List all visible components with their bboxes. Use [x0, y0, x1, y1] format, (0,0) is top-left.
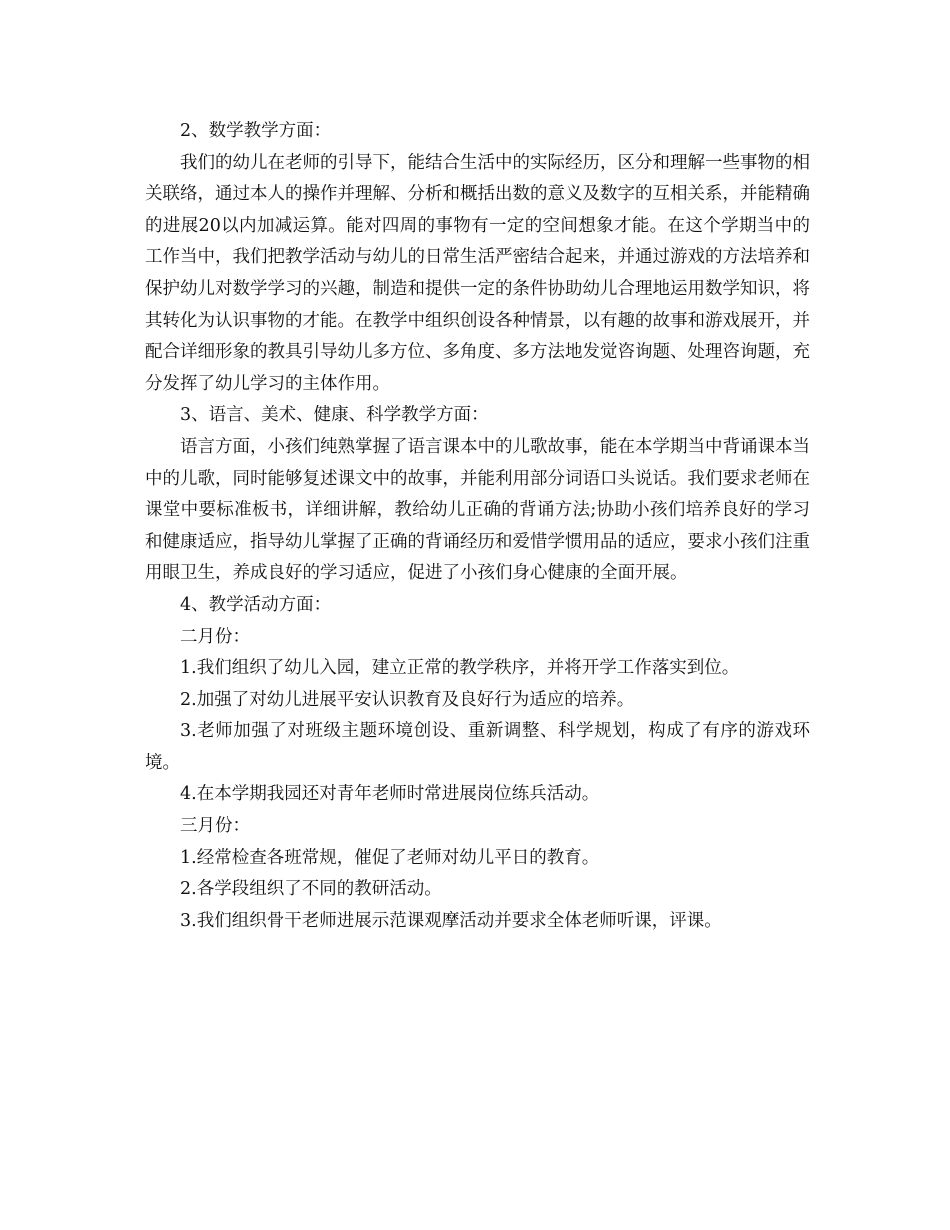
document-body [145, 116, 810, 937]
section-heading-activities: 4、教学活动方面： [180, 594, 332, 615]
list-item: 3.老师加强了对班级主题环境创设、重新调整、科学规划，构成了有序的游戏环境。 [145, 721, 810, 773]
section-heading-language: 3、语言、美术、健康、科学教学方面： [180, 405, 489, 426]
list-item: 3.我们组织骨干老师进展示范课观摩活动并要求全体老师听课，评课。 [180, 910, 722, 931]
list-item: 2.各学段组织了不同的教研活动。 [180, 879, 442, 900]
section-body-math: 我们的幼儿在老师的引导下，能结合生活中的实际经历，区分和理解一些事物的相关联络，通过本人的操作并理解、分析和概括出数的意义及数字的互相关系，并能精确的进展20以内加减运算。能对四周的事物有一定的空间想象才能。在这个学期当中的工作当中，我们把教学活动与幼儿的日常生活严密结合起来，并通过游戏的方法培养和保护幼儿对数学学习的兴趣，制造和提供一定的条件协助幼儿合理地运用数学知识，将其转化为认识事物的才能。在教学中组织创设各种情景，以有趣的故事和游戏展开，并配合详细形象的教具引导幼儿多方位、多角度、多方法地发觉咨询题、处理咨询题，充分发挥了幼儿学习的主体作用。 [145, 152, 810, 394]
list-item: 1.我们组织了幼儿入园，建立正常的教学秩序，并将开学工作落实到位。 [180, 658, 740, 679]
list-item: 2.加强了对幼儿进展平安认识教育及良好行为适应的培养。 [180, 689, 635, 710]
list-item: 1.经常检查各班常规，催促了老师对幼儿平日的教育。 [180, 847, 600, 868]
month-label-march: 三月份： [180, 816, 250, 837]
section-body-language: 语言方面，小孩们纯熟掌握了语言课本中的儿歌故事，能在本学期当中背诵课本当中的儿歌，同时能够复述课文中的故事，并能利用部分词语口头说话。我们要求老师在课堂中要标准板书，详细讲解，教给幼儿正确的背诵方法;协助小孩们培养良好的学习和健康适应，指导幼儿掌握了正确的背诵经历和爱惜学惯用品的适应，要求小孩们注重用眼卫生，养成良好的学习适应，促进了小孩们身心健康的全面开展。 [145, 436, 810, 584]
section-heading-math: 2、数学教学方面： [180, 121, 332, 141]
list-item: 4.在本学期我园还对青年老师时常进展岗位练兵活动。 [180, 784, 600, 805]
month-label-february: 二月份： [180, 626, 250, 647]
